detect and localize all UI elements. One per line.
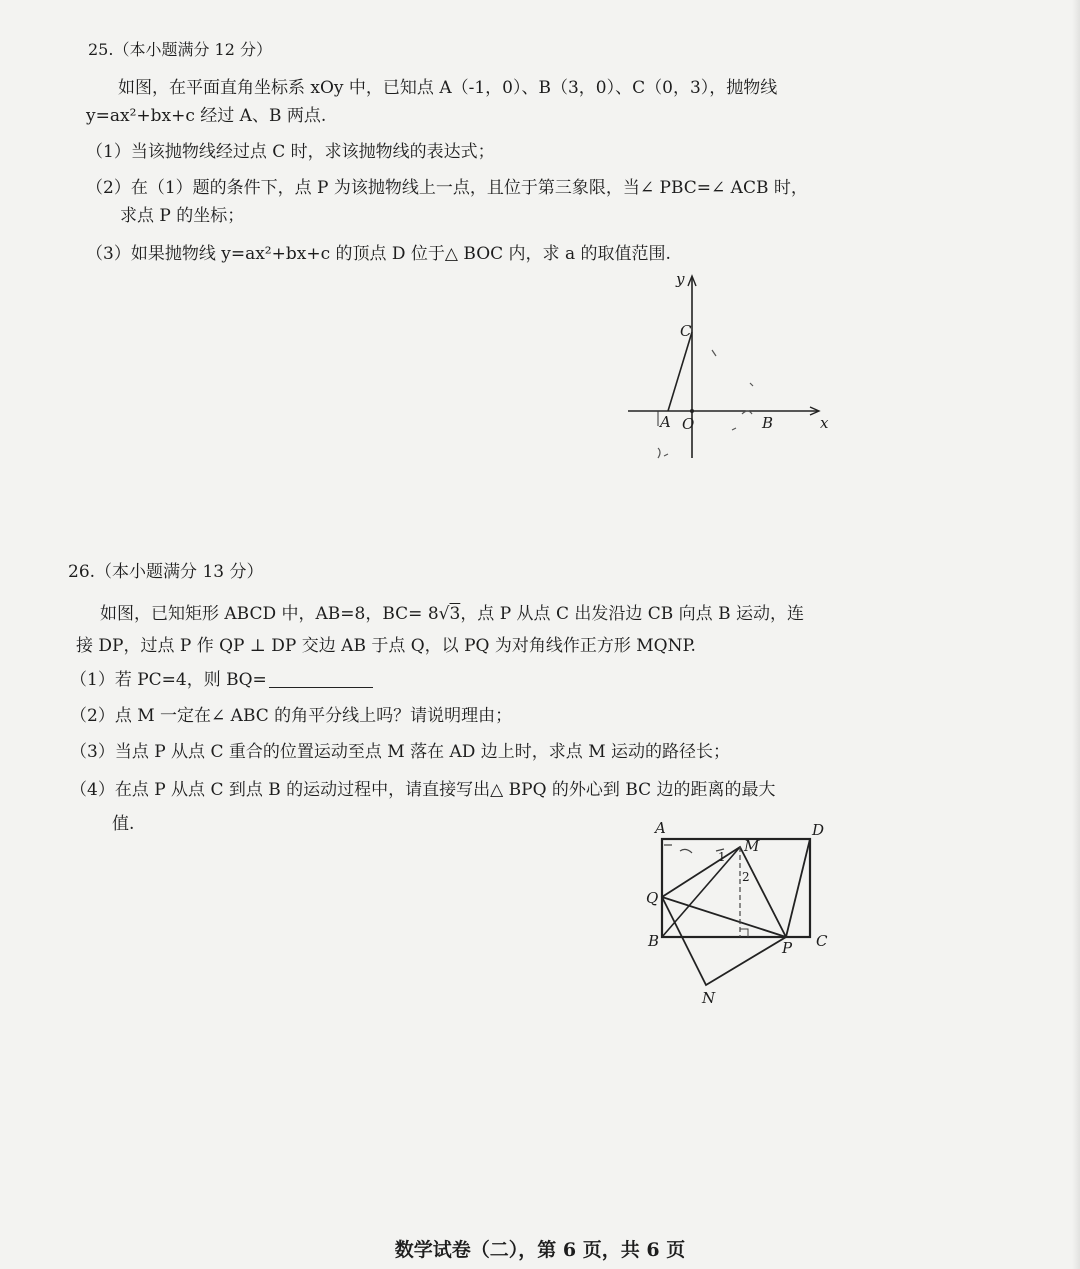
q26-part-3: （3）当点 P 从点 C 重合的位置运动至点 M 落在 AD 边上时，求点 M 运动的路径长； <box>70 742 731 762</box>
sqrt-symbol: √ <box>438 604 450 624</box>
q26-part-4-line-1: （4）在点 P 从点 C 到点 B 的运动过程中，请直接写出△ BPQ 的外心到 BC 边的距离的最大 <box>70 780 776 800</box>
q26-intro-line-2: 接 DP，过点 P 作 QP ⊥ DP 交边 AB 于点 Q，以 PQ 为对角线作正方形 MQNP. <box>76 636 696 656</box>
page-footer: 数学试卷（二），第 6 页，共 6 页 <box>394 1239 686 1261</box>
label-m: M <box>744 837 760 855</box>
label-n: N <box>702 989 716 1007</box>
segment-dp <box>786 839 810 937</box>
q25-part-2-line-2: 求点 P 的坐标； <box>120 206 245 226</box>
q26-intro-line-1 <box>100 602 804 626</box>
q26-figure <box>640 815 840 1010</box>
q25-header: 25.（本小题满分 12 分） <box>88 40 272 59</box>
q25-intro-line-2: y=ax²+bx+c 经过 A、B 两点. <box>86 106 327 126</box>
angle-label-2: 2 <box>742 870 750 884</box>
q25-intro-line-1: 如图，在平面直角坐标系 xOy 中，已知点 A（-1，0）、B（3，0）、C（0，3），抛物线 <box>118 78 778 98</box>
q26-intro-end: ，点 P 从点 C 出发沿边 CB 向点 B 运动，连 <box>460 604 804 624</box>
pencil-marks <box>658 350 753 458</box>
right-angle-mark <box>740 929 748 937</box>
q26-part-2: （2）点 M 一定在∠ ABC 的角平分线上吗？请说明理由； <box>70 706 513 726</box>
label-c: C <box>680 322 692 340</box>
label-p: P <box>782 939 793 957</box>
q26-intro-start: 如图，已知矩形 ABCD 中，AB=8，BC= 8 <box>100 604 439 624</box>
label-b-26: B <box>648 932 660 950</box>
q26-part-4-line-2: 值. <box>112 814 135 834</box>
q25-part-3: （3）如果抛物线 y=ax²+bx+c 的顶点 D 位于△ BOC 内，求 a 的取值范围. <box>86 244 671 264</box>
label-o: O <box>682 415 695 433</box>
label-d: D <box>812 821 825 839</box>
label-b: B <box>762 414 774 432</box>
diagonal-pq <box>662 897 786 937</box>
label-a-26: A <box>655 819 666 837</box>
scan-edge-shadow <box>1072 0 1080 1269</box>
answer-blank <box>269 669 373 688</box>
label-a: A <box>660 413 671 431</box>
label-y: y <box>676 270 685 288</box>
sqrt-radicand: 3 <box>449 604 461 624</box>
q26-part-1-text: （1）若 PC=4，则 BQ= <box>70 670 267 690</box>
q25-figure <box>620 268 835 468</box>
segment-ac <box>668 332 692 411</box>
angle-label-1: 1 <box>718 850 726 864</box>
q26-part-1 <box>70 668 373 692</box>
segment-bm <box>662 847 740 937</box>
q25-part-2-line-1: （2）在（1）题的条件下，点 P 为该抛物线上一点，且位于第三象限，当∠ PBC=∠ ACB 时， <box>86 178 808 198</box>
pencil-marks-26 <box>664 845 724 853</box>
label-q: Q <box>646 889 659 907</box>
q26-header: 26.（本小题满分 13 分） <box>68 562 264 582</box>
label-x: x <box>820 414 829 432</box>
label-c-26: C <box>816 932 828 950</box>
q25-part-1: （1）当该抛物线经过点 C 时，求该抛物线的表达式； <box>86 142 495 162</box>
rectangle-abcd <box>662 839 810 937</box>
origin-point <box>690 409 694 413</box>
